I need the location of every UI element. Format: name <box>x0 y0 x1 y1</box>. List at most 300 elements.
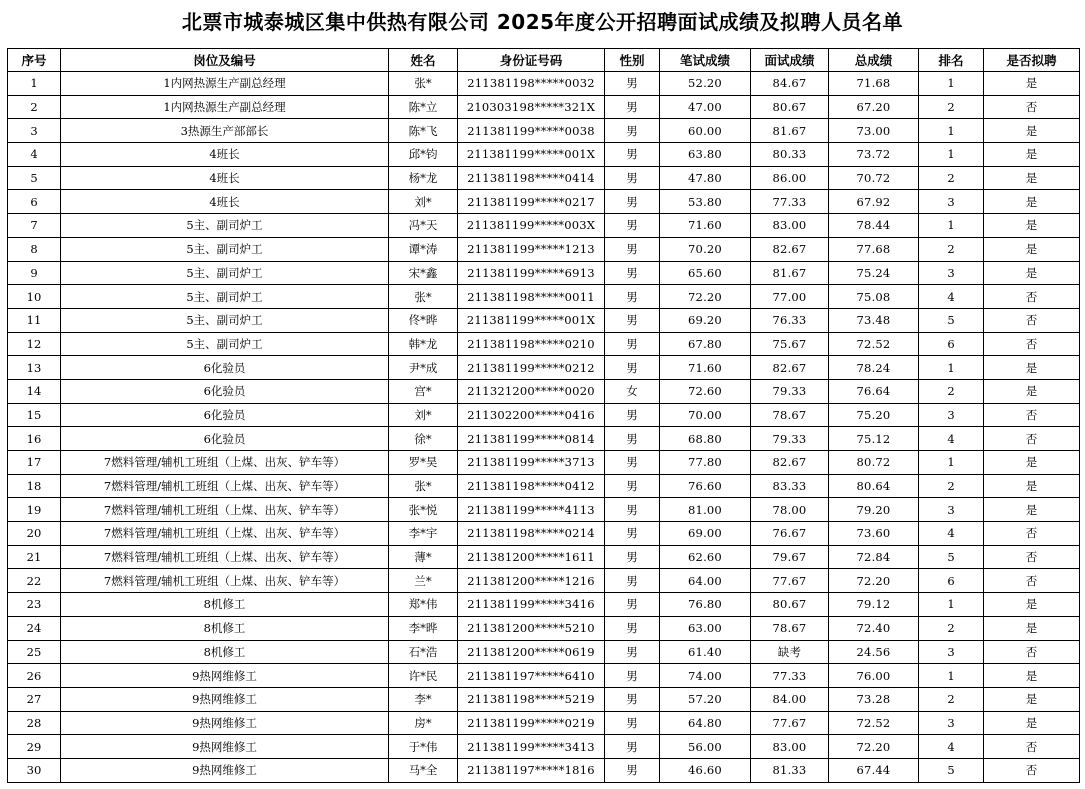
index-cell: 4 <box>8 143 61 167</box>
written-score-cell: 72.60 <box>660 379 751 403</box>
gender-cell: 男 <box>605 735 660 759</box>
written-score-cell: 61.40 <box>660 640 751 664</box>
written-score-cell: 63.00 <box>660 616 751 640</box>
index-cell: 29 <box>8 735 61 759</box>
gender-cell: 男 <box>605 72 660 96</box>
written-score-cell: 76.60 <box>660 474 751 498</box>
header-col-name: 姓名 <box>389 49 458 72</box>
gender-cell: 男 <box>605 569 660 593</box>
position-cell: 4班长 <box>61 143 389 167</box>
rank-cell: 1 <box>919 143 984 167</box>
hired-cell: 否 <box>984 545 1080 569</box>
hired-cell: 否 <box>984 758 1080 782</box>
position-cell: 1内网热源生产副总经理 <box>61 95 389 119</box>
index-cell: 5 <box>8 166 61 190</box>
table-row <box>8 616 1080 640</box>
interview-score-cell: 76.33 <box>751 308 829 332</box>
table-row <box>8 285 1080 309</box>
hired-cell: 否 <box>984 332 1080 356</box>
interview-score-cell: 84.00 <box>751 687 829 711</box>
name-cell: 马*全 <box>389 758 458 782</box>
hired-cell: 是 <box>984 214 1080 238</box>
gender-cell: 男 <box>605 143 660 167</box>
index-cell: 1 <box>8 72 61 96</box>
position-cell: 7燃料管理/辅机工班组（上煤、出灰、铲车等） <box>61 474 389 498</box>
index-cell: 2 <box>8 95 61 119</box>
total-score-cell: 79.12 <box>829 593 919 617</box>
interview-score-cell: 81.67 <box>751 119 829 143</box>
gender-cell: 男 <box>605 758 660 782</box>
interview-score-cell: 83.33 <box>751 474 829 498</box>
rank-cell: 5 <box>919 545 984 569</box>
rank-cell: 1 <box>919 119 984 143</box>
interview-score-cell: 79.67 <box>751 545 829 569</box>
hired-cell: 是 <box>984 119 1080 143</box>
gender-cell: 女 <box>605 379 660 403</box>
rank-cell: 2 <box>919 616 984 640</box>
id-number-cell: 211381198*****0414 <box>458 166 605 190</box>
written-score-cell: 62.60 <box>660 545 751 569</box>
written-score-cell: 71.60 <box>660 356 751 380</box>
position-cell: 5主、副司炉工 <box>61 285 389 309</box>
index-cell: 27 <box>8 687 61 711</box>
name-cell: 杨*龙 <box>389 166 458 190</box>
table-row <box>8 545 1080 569</box>
name-cell: 张* <box>389 285 458 309</box>
position-cell: 7燃料管理/辅机工班组（上煤、出灰、铲车等） <box>61 498 389 522</box>
gender-cell: 男 <box>605 593 660 617</box>
total-score-cell: 77.68 <box>829 237 919 261</box>
id-number-cell: 211381199*****6913 <box>458 261 605 285</box>
table-row <box>8 735 1080 759</box>
rank-cell: 3 <box>919 261 984 285</box>
written-score-cell: 65.60 <box>660 261 751 285</box>
index-cell: 6 <box>8 190 61 214</box>
table-row <box>8 427 1080 451</box>
id-number-cell: 211381199*****0219 <box>458 711 605 735</box>
id-number-cell: 211381197*****6410 <box>458 664 605 688</box>
header-col-id-number: 身份证号码 <box>458 49 605 72</box>
rank-cell: 4 <box>919 735 984 759</box>
position-cell: 7燃料管理/辅机工班组（上煤、出灰、铲车等） <box>61 545 389 569</box>
position-cell: 3热源生产部部长 <box>61 119 389 143</box>
written-score-cell: 74.00 <box>660 664 751 688</box>
hired-cell: 否 <box>984 427 1080 451</box>
rank-cell: 2 <box>919 166 984 190</box>
total-score-cell: 76.00 <box>829 664 919 688</box>
hired-cell: 否 <box>984 95 1080 119</box>
id-number-cell: 211381199*****3413 <box>458 735 605 759</box>
interview-score-cell: 78.67 <box>751 616 829 640</box>
id-number-cell: 211381199*****3713 <box>458 451 605 475</box>
index-cell: 24 <box>8 616 61 640</box>
rank-cell: 2 <box>919 95 984 119</box>
gender-cell: 男 <box>605 119 660 143</box>
header-col-position: 岗位及编号 <box>61 49 389 72</box>
written-score-cell: 81.00 <box>660 498 751 522</box>
total-score-cell: 72.52 <box>829 332 919 356</box>
id-number-cell: 211381200*****0619 <box>458 640 605 664</box>
position-cell: 9热网维修工 <box>61 687 389 711</box>
table-body <box>8 72 1080 783</box>
rank-cell: 2 <box>919 687 984 711</box>
id-number-cell: 211381199*****0038 <box>458 119 605 143</box>
total-score-cell: 24.56 <box>829 640 919 664</box>
rank-cell: 4 <box>919 522 984 546</box>
written-score-cell: 64.00 <box>660 569 751 593</box>
table-row <box>8 569 1080 593</box>
rank-cell: 2 <box>919 379 984 403</box>
position-cell: 5主、副司炉工 <box>61 332 389 356</box>
id-number-cell: 211381199*****001X <box>458 143 605 167</box>
position-cell: 6化验员 <box>61 403 389 427</box>
name-cell: 于*伟 <box>389 735 458 759</box>
interview-score-cell: 80.67 <box>751 95 829 119</box>
total-score-cell: 79.20 <box>829 498 919 522</box>
rank-cell: 1 <box>919 214 984 238</box>
rank-cell: 1 <box>919 356 984 380</box>
position-cell: 6化验员 <box>61 356 389 380</box>
written-score-cell: 46.60 <box>660 758 751 782</box>
index-cell: 8 <box>8 237 61 261</box>
table-row <box>8 356 1080 380</box>
index-cell: 21 <box>8 545 61 569</box>
interview-score-cell: 77.67 <box>751 711 829 735</box>
interview-score-cell: 76.67 <box>751 522 829 546</box>
table-row <box>8 687 1080 711</box>
gender-cell: 男 <box>605 95 660 119</box>
index-cell: 17 <box>8 451 61 475</box>
table-row <box>8 758 1080 782</box>
id-number-cell: 211381199*****0814 <box>458 427 605 451</box>
index-cell: 11 <box>8 308 61 332</box>
written-score-cell: 56.00 <box>660 735 751 759</box>
rank-cell: 3 <box>919 403 984 427</box>
interview-score-cell: 75.67 <box>751 332 829 356</box>
position-cell: 9热网维修工 <box>61 711 389 735</box>
id-number-cell: 211381197*****1816 <box>458 758 605 782</box>
id-number-cell: 211321200*****0020 <box>458 379 605 403</box>
name-cell: 冯*天 <box>389 214 458 238</box>
rank-cell: 4 <box>919 285 984 309</box>
total-score-cell: 75.24 <box>829 261 919 285</box>
interview-score-cell: 79.33 <box>751 427 829 451</box>
name-cell: 陈*飞 <box>389 119 458 143</box>
header-col-interview-score: 面试成绩 <box>751 49 829 72</box>
table-row <box>8 261 1080 285</box>
id-number-cell: 211381199*****001X <box>458 308 605 332</box>
table-row <box>8 166 1080 190</box>
id-number-cell: 211381199*****0217 <box>458 190 605 214</box>
total-score-cell: 73.28 <box>829 687 919 711</box>
gender-cell: 男 <box>605 427 660 451</box>
name-cell: 佟*晔 <box>389 308 458 332</box>
index-cell: 26 <box>8 664 61 688</box>
gender-cell: 男 <box>605 474 660 498</box>
written-score-cell: 69.00 <box>660 522 751 546</box>
hired-cell: 是 <box>984 711 1080 735</box>
index-cell: 7 <box>8 214 61 238</box>
written-score-cell: 71.60 <box>660 214 751 238</box>
rank-cell: 3 <box>919 190 984 214</box>
table-row <box>8 522 1080 546</box>
index-cell: 3 <box>8 119 61 143</box>
written-score-cell: 69.20 <box>660 308 751 332</box>
total-score-cell: 80.64 <box>829 474 919 498</box>
header-col-written-score: 笔试成绩 <box>660 49 751 72</box>
gender-cell: 男 <box>605 616 660 640</box>
gender-cell: 男 <box>605 545 660 569</box>
table-row <box>8 593 1080 617</box>
gender-cell: 男 <box>605 285 660 309</box>
interview-score-cell: 77.00 <box>751 285 829 309</box>
total-score-cell: 72.20 <box>829 735 919 759</box>
gender-cell: 男 <box>605 711 660 735</box>
total-score-cell: 80.72 <box>829 451 919 475</box>
index-cell: 22 <box>8 569 61 593</box>
position-cell: 5主、副司炉工 <box>61 237 389 261</box>
id-number-cell: 211381199*****1213 <box>458 237 605 261</box>
interview-score-cell: 77.33 <box>751 190 829 214</box>
gender-cell: 男 <box>605 308 660 332</box>
interview-score-cell: 缺考 <box>751 640 829 664</box>
name-cell: 邱*钧 <box>389 143 458 167</box>
position-cell: 7燃料管理/辅机工班组（上煤、出灰、铲车等） <box>61 522 389 546</box>
results-table <box>7 48 1080 783</box>
position-cell: 8机修工 <box>61 593 389 617</box>
index-cell: 15 <box>8 403 61 427</box>
interview-score-cell: 77.33 <box>751 664 829 688</box>
hired-cell: 是 <box>984 593 1080 617</box>
hired-cell: 是 <box>984 687 1080 711</box>
rank-cell: 2 <box>919 474 984 498</box>
name-cell: 刘* <box>389 403 458 427</box>
total-score-cell: 71.68 <box>829 72 919 96</box>
index-cell: 20 <box>8 522 61 546</box>
interview-score-cell: 81.67 <box>751 261 829 285</box>
position-cell: 5主、副司炉工 <box>61 214 389 238</box>
table-row <box>8 664 1080 688</box>
id-number-cell: 211381198*****0011 <box>458 285 605 309</box>
hired-cell: 否 <box>984 640 1080 664</box>
name-cell: 宋*鑫 <box>389 261 458 285</box>
table-row <box>8 95 1080 119</box>
index-cell: 23 <box>8 593 61 617</box>
rank-cell: 1 <box>919 593 984 617</box>
position-cell: 4班长 <box>61 166 389 190</box>
index-cell: 9 <box>8 261 61 285</box>
name-cell: 房* <box>389 711 458 735</box>
written-score-cell: 76.80 <box>660 593 751 617</box>
table-row <box>8 498 1080 522</box>
id-number-cell: 211381198*****0210 <box>458 332 605 356</box>
written-score-cell: 67.80 <box>660 332 751 356</box>
header-col-index: 序号 <box>8 49 61 72</box>
name-cell: 刘* <box>389 190 458 214</box>
rank-cell: 1 <box>919 72 984 96</box>
index-cell: 28 <box>8 711 61 735</box>
written-score-cell: 47.00 <box>660 95 751 119</box>
rank-cell: 3 <box>919 640 984 664</box>
written-score-cell: 70.20 <box>660 237 751 261</box>
table-row <box>8 119 1080 143</box>
rank-cell: 5 <box>919 308 984 332</box>
written-score-cell: 57.20 <box>660 687 751 711</box>
hired-cell: 否 <box>984 569 1080 593</box>
index-cell: 12 <box>8 332 61 356</box>
id-number-cell: 211381199*****4113 <box>458 498 605 522</box>
name-cell: 徐* <box>389 427 458 451</box>
position-cell: 8机修工 <box>61 640 389 664</box>
id-number-cell: 211381200*****5210 <box>458 616 605 640</box>
table-row <box>8 72 1080 96</box>
gender-cell: 男 <box>605 332 660 356</box>
total-score-cell: 78.44 <box>829 214 919 238</box>
name-cell: 罗*昊 <box>389 451 458 475</box>
total-score-cell: 72.84 <box>829 545 919 569</box>
header-row <box>8 49 1080 72</box>
interview-score-cell: 77.67 <box>751 569 829 593</box>
gender-cell: 男 <box>605 261 660 285</box>
position-cell: 4班长 <box>61 190 389 214</box>
written-score-cell: 68.80 <box>660 427 751 451</box>
written-score-cell: 64.80 <box>660 711 751 735</box>
interview-score-cell: 82.67 <box>751 237 829 261</box>
position-cell: 5主、副司炉工 <box>61 261 389 285</box>
name-cell: 兰* <box>389 569 458 593</box>
total-score-cell: 75.20 <box>829 403 919 427</box>
hired-cell: 是 <box>984 237 1080 261</box>
position-cell: 9热网维修工 <box>61 758 389 782</box>
hired-cell: 是 <box>984 379 1080 403</box>
hired-cell: 是 <box>984 356 1080 380</box>
gender-cell: 男 <box>605 190 660 214</box>
total-score-cell: 72.40 <box>829 616 919 640</box>
name-cell: 李* <box>389 687 458 711</box>
index-cell: 19 <box>8 498 61 522</box>
written-score-cell: 77.80 <box>660 451 751 475</box>
hired-cell: 是 <box>984 664 1080 688</box>
interview-score-cell: 78.67 <box>751 403 829 427</box>
hired-cell: 否 <box>984 735 1080 759</box>
index-cell: 16 <box>8 427 61 451</box>
name-cell: 韩*龙 <box>389 332 458 356</box>
name-cell: 张* <box>389 72 458 96</box>
table-row <box>8 711 1080 735</box>
name-cell: 许*民 <box>389 664 458 688</box>
total-score-cell: 67.20 <box>829 95 919 119</box>
total-score-cell: 75.12 <box>829 427 919 451</box>
id-number-cell: 211381200*****1216 <box>458 569 605 593</box>
rank-cell: 1 <box>919 664 984 688</box>
index-cell: 10 <box>8 285 61 309</box>
interview-score-cell: 78.00 <box>751 498 829 522</box>
hired-cell: 否 <box>984 285 1080 309</box>
header-col-gender: 性别 <box>605 49 660 72</box>
interview-score-cell: 86.00 <box>751 166 829 190</box>
interview-score-cell: 83.00 <box>751 214 829 238</box>
gender-cell: 男 <box>605 451 660 475</box>
table-row <box>8 640 1080 664</box>
header-col-hired: 是否拟聘 <box>984 49 1080 72</box>
interview-score-cell: 83.00 <box>751 735 829 759</box>
id-number-cell: 211381200*****1611 <box>458 545 605 569</box>
hired-cell: 是 <box>984 72 1080 96</box>
total-score-cell: 73.60 <box>829 522 919 546</box>
name-cell: 张*悦 <box>389 498 458 522</box>
total-score-cell: 70.72 <box>829 166 919 190</box>
written-score-cell: 52.20 <box>660 72 751 96</box>
id-number-cell: 211381198*****0032 <box>458 72 605 96</box>
rank-cell: 3 <box>919 711 984 735</box>
interview-score-cell: 81.33 <box>751 758 829 782</box>
name-cell: 李*宇 <box>389 522 458 546</box>
total-score-cell: 73.48 <box>829 308 919 332</box>
hired-cell: 是 <box>984 451 1080 475</box>
position-cell: 6化验员 <box>61 379 389 403</box>
hired-cell: 是 <box>984 261 1080 285</box>
table-row <box>8 308 1080 332</box>
total-score-cell: 72.52 <box>829 711 919 735</box>
name-cell: 宫* <box>389 379 458 403</box>
rank-cell: 4 <box>919 427 984 451</box>
total-score-cell: 78.24 <box>829 356 919 380</box>
total-score-cell: 73.00 <box>829 119 919 143</box>
name-cell: 谭*涛 <box>389 237 458 261</box>
gender-cell: 男 <box>605 640 660 664</box>
hired-cell: 是 <box>984 474 1080 498</box>
gender-cell: 男 <box>605 403 660 427</box>
interview-score-cell: 79.33 <box>751 379 829 403</box>
hired-cell: 是 <box>984 190 1080 214</box>
hired-cell: 否 <box>984 308 1080 332</box>
id-number-cell: 211381198*****0214 <box>458 522 605 546</box>
position-cell: 9热网维修工 <box>61 735 389 759</box>
interview-score-cell: 82.67 <box>751 356 829 380</box>
rank-cell: 3 <box>919 498 984 522</box>
hired-cell: 是 <box>984 143 1080 167</box>
table-row <box>8 143 1080 167</box>
table-row <box>8 214 1080 238</box>
id-number-cell: 210303198*****321X <box>458 95 605 119</box>
gender-cell: 男 <box>605 166 660 190</box>
header-col-total-score: 总成绩 <box>829 49 919 72</box>
name-cell: 陈*立 <box>389 95 458 119</box>
index-cell: 25 <box>8 640 61 664</box>
index-cell: 13 <box>8 356 61 380</box>
written-score-cell: 47.80 <box>660 166 751 190</box>
written-score-cell: 53.80 <box>660 190 751 214</box>
hired-cell: 是 <box>984 166 1080 190</box>
id-number-cell: 211381199*****003X <box>458 214 605 238</box>
table-row <box>8 332 1080 356</box>
table-row <box>8 403 1080 427</box>
id-number-cell: 211381199*****0212 <box>458 356 605 380</box>
name-cell: 石*浩 <box>389 640 458 664</box>
written-score-cell: 72.20 <box>660 285 751 309</box>
page-title: 北票市城泰城区集中供热有限公司 2025年度公开招聘面试成绩及拟聘人员名单 <box>181 10 904 34</box>
total-score-cell: 75.08 <box>829 285 919 309</box>
gender-cell: 男 <box>605 356 660 380</box>
hired-cell: 否 <box>984 522 1080 546</box>
name-cell: 郑*伟 <box>389 593 458 617</box>
id-number-cell: 211302200*****0416 <box>458 403 605 427</box>
id-number-cell: 211381198*****0412 <box>458 474 605 498</box>
rank-cell: 5 <box>919 758 984 782</box>
rank-cell: 6 <box>919 569 984 593</box>
total-score-cell: 67.92 <box>829 190 919 214</box>
written-score-cell: 60.00 <box>660 119 751 143</box>
